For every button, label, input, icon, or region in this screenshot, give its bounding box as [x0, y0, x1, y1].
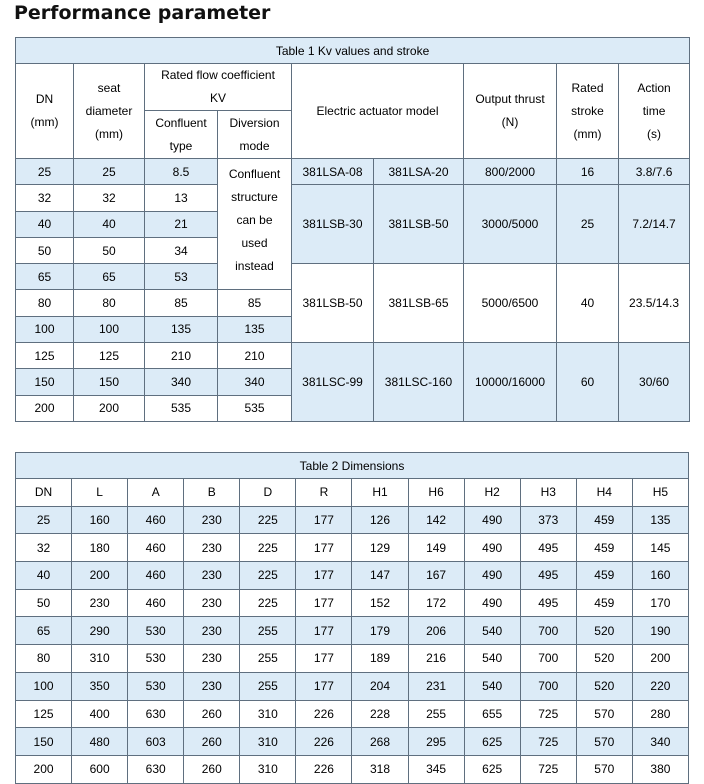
table-cell: 520 [576, 645, 632, 673]
table-cell: 725 [520, 700, 576, 728]
cell-seat: 40 [74, 211, 145, 237]
table-cell: 65 [16, 617, 72, 645]
cell-seat: 65 [74, 264, 145, 290]
column-header: B [184, 479, 240, 507]
cell-confluent: 34 [145, 237, 218, 263]
cell-stroke: 25 [557, 185, 619, 264]
cell-seat: 80 [74, 290, 145, 316]
table-cell: 255 [240, 645, 296, 673]
column-header: A [128, 479, 184, 507]
table-cell: 225 [240, 589, 296, 617]
table-row [16, 617, 689, 645]
cell-actuator-2: 381LSB-65 [374, 264, 464, 343]
cell-actuator-1: 381LSA-08 [292, 159, 374, 185]
table-cell: 142 [408, 506, 464, 534]
table-row [16, 534, 689, 562]
column-header: L [72, 479, 128, 507]
table-cell: 310 [240, 700, 296, 728]
table-cell: 310 [240, 755, 296, 783]
cell-seat: 100 [74, 316, 145, 342]
column-header: R [296, 479, 352, 507]
table-cell: 230 [184, 589, 240, 617]
table-cell: 540 [464, 672, 520, 700]
cell-time: 23.5/14.3 [619, 264, 690, 343]
column-header: H4 [576, 479, 632, 507]
table-cell: 177 [296, 589, 352, 617]
table1-caption: Table 1 Kv values and stroke [16, 38, 690, 64]
column-header: D [240, 479, 296, 507]
table-cell: 167 [408, 562, 464, 590]
table-cell: 530 [128, 645, 184, 673]
table-cell: 228 [352, 700, 408, 728]
table-cell: 700 [520, 672, 576, 700]
cell-diversion: 85 [218, 290, 292, 316]
cell-time: 30/60 [619, 343, 690, 422]
table-cell: 135 [632, 506, 688, 534]
cell-dn: 50 [16, 237, 74, 263]
table-cell: 495 [520, 562, 576, 590]
table-cell: 200 [16, 755, 72, 783]
table-cell: 260 [184, 755, 240, 783]
table-cell: 490 [464, 589, 520, 617]
table-cell: 350 [72, 672, 128, 700]
table-cell: 530 [128, 672, 184, 700]
table-cell: 490 [464, 534, 520, 562]
table-cell: 129 [352, 534, 408, 562]
cell-stroke: 60 [557, 343, 619, 422]
table-cell: 80 [16, 645, 72, 673]
cell-dn: 150 [16, 369, 74, 395]
table-cell: 230 [184, 506, 240, 534]
column-header: H6 [408, 479, 464, 507]
table-cell: 32 [16, 534, 72, 562]
table-row [16, 264, 690, 290]
table-cell: 480 [72, 728, 128, 756]
table-cell: 231 [408, 672, 464, 700]
table-cell: 216 [408, 645, 464, 673]
table-cell: 255 [240, 617, 296, 645]
table-cell: 204 [352, 672, 408, 700]
table-cell: 170 [632, 589, 688, 617]
table-cell: 625 [464, 755, 520, 783]
table-cell: 459 [576, 506, 632, 534]
table-cell: 725 [520, 755, 576, 783]
table-cell: 160 [72, 506, 128, 534]
table2-header-row [16, 479, 689, 507]
table-row [16, 185, 690, 211]
cell-thrust: 800/2000 [464, 159, 557, 185]
table-cell: 226 [296, 755, 352, 783]
table-cell: 230 [72, 589, 128, 617]
table-cell: 177 [296, 562, 352, 590]
table-cell: 180 [72, 534, 128, 562]
header-output-thrust: Output thrust (N) [464, 64, 557, 159]
table-cell: 200 [72, 562, 128, 590]
table-cell: 160 [632, 562, 688, 590]
cell-thrust: 5000/6500 [464, 264, 557, 343]
table-cell: 603 [128, 728, 184, 756]
table-cell: 490 [464, 562, 520, 590]
table-row [16, 562, 689, 590]
cell-actuator-2: 381LSA-20 [374, 159, 464, 185]
cell-diversion: 210 [218, 343, 292, 369]
table-cell: 310 [72, 645, 128, 673]
table-cell: 459 [576, 534, 632, 562]
cell-confluent: 53 [145, 264, 218, 290]
table-cell: 177 [296, 617, 352, 645]
table-cell: 255 [240, 672, 296, 700]
cell-seat: 50 [74, 237, 145, 263]
table-cell: 230 [184, 645, 240, 673]
table-cell: 177 [296, 672, 352, 700]
header-diversion-mode: Diversion mode [218, 111, 292, 159]
table-cell: 290 [72, 617, 128, 645]
header-action-time: Action time (s) [619, 64, 690, 159]
table-cell: 149 [408, 534, 464, 562]
table-cell: 625 [464, 728, 520, 756]
table-cell: 206 [408, 617, 464, 645]
column-header: H3 [520, 479, 576, 507]
cell-dn: 65 [16, 264, 74, 290]
table-cell: 179 [352, 617, 408, 645]
table-cell: 700 [520, 617, 576, 645]
table-cell: 373 [520, 506, 576, 534]
table-cell: 50 [16, 589, 72, 617]
table-row [16, 672, 689, 700]
table-cell: 700 [520, 645, 576, 673]
table-cell: 400 [72, 700, 128, 728]
column-header: DN [16, 479, 72, 507]
table-cell: 255 [408, 700, 464, 728]
table-cell: 177 [296, 534, 352, 562]
cell-dn: 125 [16, 343, 74, 369]
table-cell: 459 [576, 589, 632, 617]
header-rated-kv: Rated flow coefficient KV [145, 64, 292, 111]
cell-seat: 125 [74, 343, 145, 369]
table-cell: 226 [296, 700, 352, 728]
table-cell: 226 [296, 728, 352, 756]
table-cell: 570 [576, 700, 632, 728]
header-dn: DN (mm) [16, 64, 74, 159]
table-cell: 225 [240, 534, 296, 562]
table-cell: 460 [128, 562, 184, 590]
cell-actuator-1: 381LSB-30 [292, 185, 374, 264]
table-cell: 125 [16, 700, 72, 728]
cell-actuator-1: 381LSC-99 [292, 343, 374, 422]
cell-dn: 25 [16, 159, 74, 185]
table-cell: 268 [352, 728, 408, 756]
cell-confluent: 340 [145, 369, 218, 395]
table-row [16, 159, 690, 185]
table-cell: 189 [352, 645, 408, 673]
column-header: H2 [464, 479, 520, 507]
table-cell: 460 [128, 534, 184, 562]
cell-stroke: 40 [557, 264, 619, 343]
table-cell: 495 [520, 534, 576, 562]
header-seat-diameter: seat diameter (mm) [74, 64, 145, 159]
cell-confluent: 210 [145, 343, 218, 369]
table-cell: 190 [632, 617, 688, 645]
cell-confluent: 13 [145, 185, 218, 211]
table-cell: 260 [184, 728, 240, 756]
table-cell: 280 [632, 700, 688, 728]
table-row [16, 755, 689, 783]
cell-dn: 200 [16, 395, 74, 421]
table-cell: 570 [576, 755, 632, 783]
table-cell: 230 [184, 534, 240, 562]
table-cell: 725 [520, 728, 576, 756]
table-cell: 520 [576, 617, 632, 645]
cell-time: 3.8/7.6 [619, 159, 690, 185]
table-row [16, 645, 689, 673]
table-row [16, 506, 689, 534]
cell-time: 7.2/14.7 [619, 185, 690, 264]
table-cell: 177 [296, 506, 352, 534]
table-cell: 490 [464, 506, 520, 534]
table-cell: 230 [184, 617, 240, 645]
cell-dn: 40 [16, 211, 74, 237]
table-cell: 460 [128, 589, 184, 617]
table-cell: 310 [240, 728, 296, 756]
table-cell: 152 [352, 589, 408, 617]
cell-diversion: 135 [218, 316, 292, 342]
cell-dn: 80 [16, 290, 74, 316]
table-cell: 520 [576, 672, 632, 700]
cell-dn: 32 [16, 185, 74, 211]
table-cell: 230 [184, 672, 240, 700]
header-actuator-model: Electric actuator model [292, 64, 464, 159]
cell-seat: 200 [74, 395, 145, 421]
table-cell: 260 [184, 700, 240, 728]
table-cell: 150 [16, 728, 72, 756]
table-cell: 540 [464, 617, 520, 645]
table-row [16, 728, 689, 756]
table-cell: 630 [128, 700, 184, 728]
table-cell: 655 [464, 700, 520, 728]
header-confluent-type: Confluent type [145, 111, 218, 159]
cell-actuator-2: 381LSC-160 [374, 343, 464, 422]
table-cell: 530 [128, 617, 184, 645]
cell-diversion: 340 [218, 369, 292, 395]
table-cell: 40 [16, 562, 72, 590]
table-cell: 225 [240, 562, 296, 590]
table-cell: 318 [352, 755, 408, 783]
table-cell: 220 [632, 672, 688, 700]
table-cell: 295 [408, 728, 464, 756]
table-cell: 495 [520, 589, 576, 617]
table-cell: 630 [128, 755, 184, 783]
table-cell: 100 [16, 672, 72, 700]
cell-seat: 32 [74, 185, 145, 211]
table-row [16, 700, 689, 728]
cell-confluent: 85 [145, 290, 218, 316]
page-title: Performance parameter [14, 2, 271, 24]
table2-caption: Table 2 Dimensions [16, 453, 689, 479]
cell-thrust: 3000/5000 [464, 185, 557, 264]
table-cell: 340 [632, 728, 688, 756]
table-cell: 380 [632, 755, 688, 783]
table-cell: 459 [576, 562, 632, 590]
cell-diversion: 535 [218, 395, 292, 421]
table-row [16, 343, 690, 369]
table-cell: 172 [408, 589, 464, 617]
cell-thrust: 10000/16000 [464, 343, 557, 422]
table-cell: 147 [352, 562, 408, 590]
table-cell: 145 [632, 534, 688, 562]
cell-dn: 100 [16, 316, 74, 342]
cell-confluent: 535 [145, 395, 218, 421]
table-cell: 230 [184, 562, 240, 590]
table-cell: 345 [408, 755, 464, 783]
cell-actuator-2: 381LSB-50 [374, 185, 464, 264]
table-cell: 540 [464, 645, 520, 673]
diversion-note: Confluent structure can be used instead [218, 159, 292, 290]
column-header: H5 [632, 479, 688, 507]
table-cell: 570 [576, 728, 632, 756]
header-rated-stroke: Rated stroke (mm) [557, 64, 619, 159]
table-cell: 460 [128, 506, 184, 534]
table-cell: 25 [16, 506, 72, 534]
cell-seat: 25 [74, 159, 145, 185]
table-row [16, 589, 689, 617]
cell-stroke: 16 [557, 159, 619, 185]
table-cell: 200 [632, 645, 688, 673]
cell-confluent: 21 [145, 211, 218, 237]
dimensions-table [15, 452, 689, 784]
cell-seat: 150 [74, 369, 145, 395]
column-header: H1 [352, 479, 408, 507]
table-cell: 600 [72, 755, 128, 783]
kv-stroke-table [15, 37, 690, 422]
table-cell: 126 [352, 506, 408, 534]
table-cell: 225 [240, 506, 296, 534]
cell-actuator-1: 381LSB-50 [292, 264, 374, 343]
cell-confluent: 135 [145, 316, 218, 342]
table-cell: 177 [296, 645, 352, 673]
cell-confluent: 8.5 [145, 159, 218, 185]
